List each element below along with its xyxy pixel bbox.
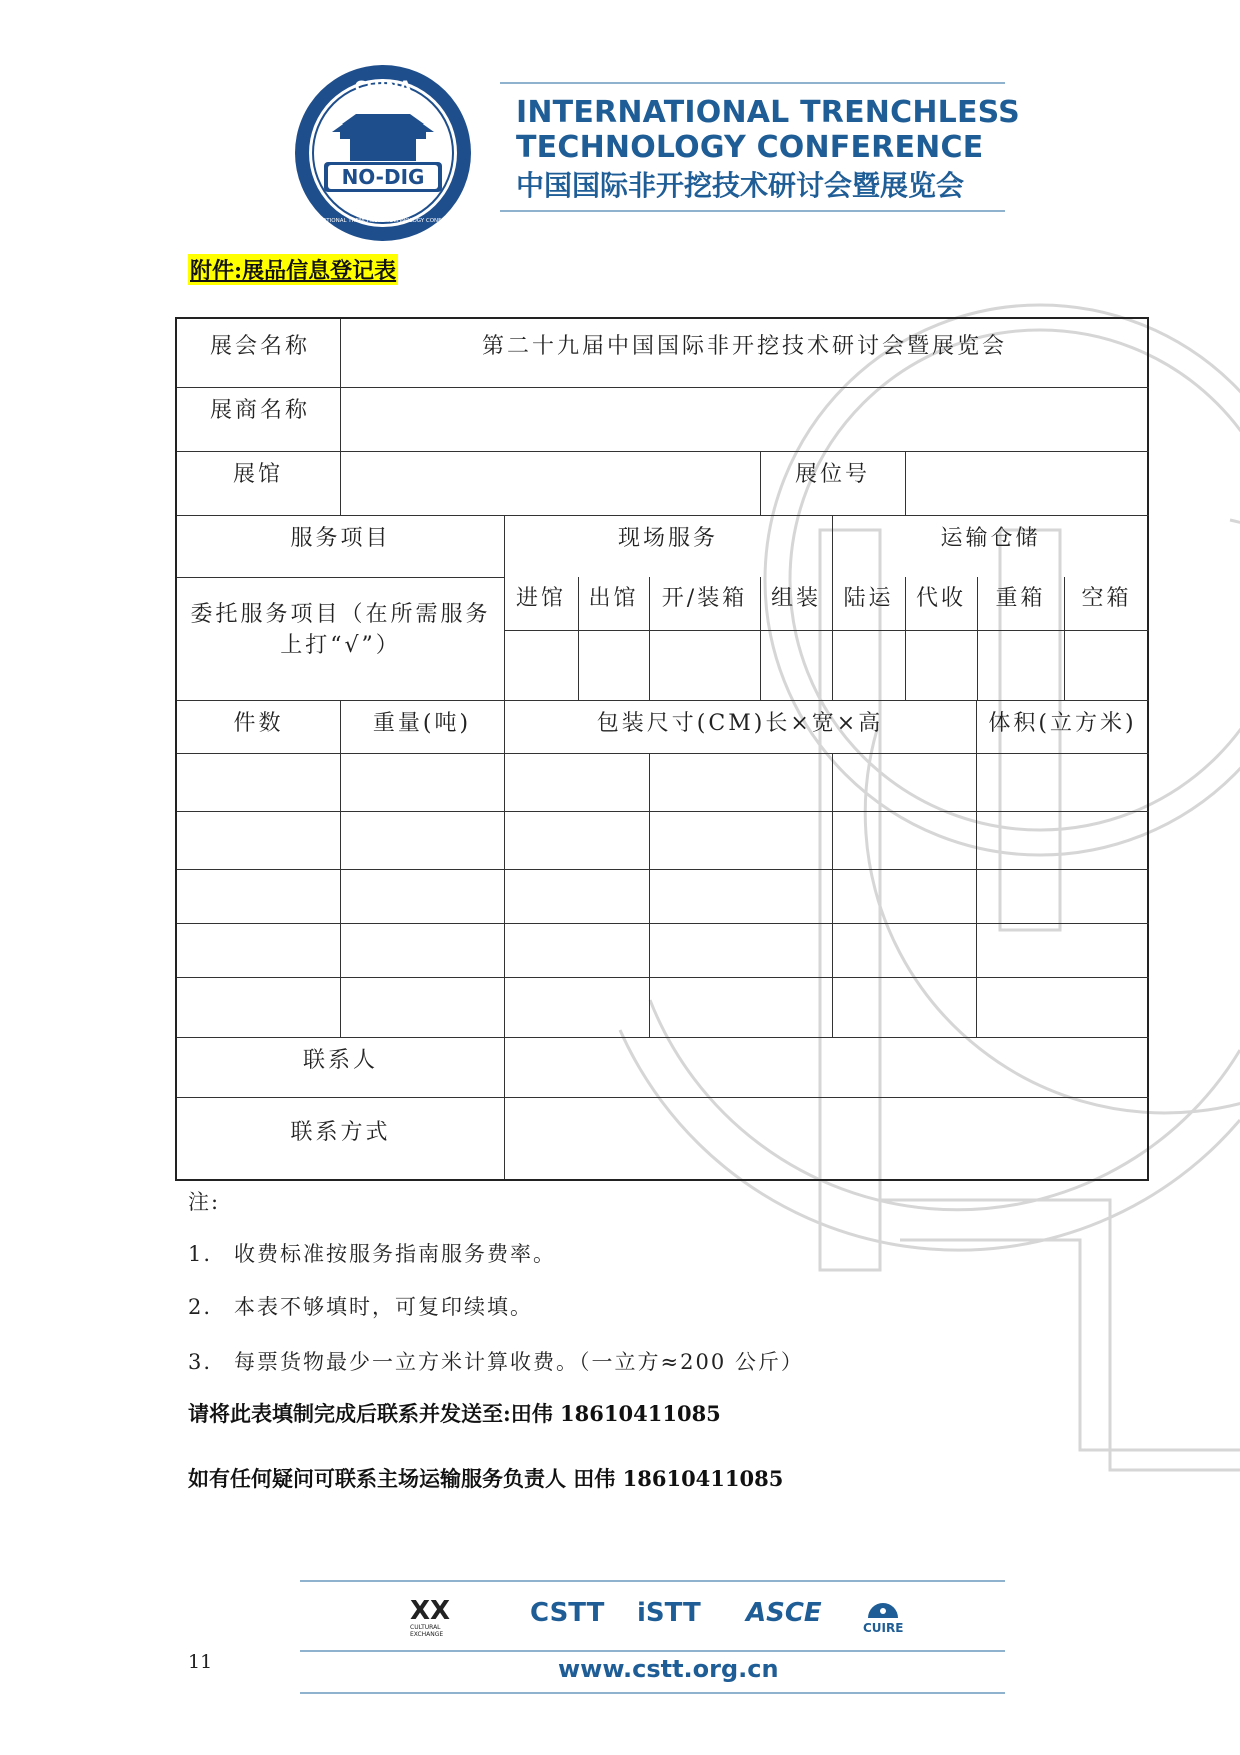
conference-title-cn: 中国国际非开挖技术研讨会暨展览会 [516, 169, 965, 202]
footer-top-rule [300, 1580, 1005, 1582]
service-heavy-box: 重箱 [995, 586, 1046, 611]
checkbox-move-in[interactable] [505, 631, 577, 699]
cuire-dome-icon [866, 1600, 900, 1618]
hall-label: 展馆 [233, 462, 284, 487]
contact-person-field[interactable] [505, 1038, 1148, 1096]
page-number: 11 [188, 1651, 213, 1673]
volume-label: 体积(立方米) [988, 711, 1137, 736]
header-top-rule [500, 82, 1005, 84]
onsite-service-label: 现场服务 [617, 526, 718, 551]
istt-logo: iSTT [637, 1598, 701, 1628]
cstt-logo: CSTT [530, 1598, 605, 1628]
entrust-label-line1: 委托服务项目（在所需服务 [190, 602, 491, 627]
checkbox-heavy-box[interactable] [978, 631, 1063, 699]
exhibition-name-value: 第二十九届中国国际非开挖技术研讨会暨展览会 [481, 334, 1007, 359]
checkbox-unpack-pack[interactable] [650, 631, 759, 699]
attachment-title: 附件:展品信息登记表 [188, 254, 398, 285]
notes-title: 注: [188, 1190, 221, 1214]
contact-method-field[interactable] [505, 1098, 1148, 1178]
conference-title-en-line2: TECHNOLOGY CONFERENCE [516, 130, 984, 165]
inquiry-contact: 如有任何疑问可联系主场运输服务负责人 田伟 18610411085 [188, 1466, 784, 1491]
service-land-transport: 陆运 [843, 586, 894, 611]
asce-logo: ASCE [746, 1598, 822, 1628]
exhibit-registration-form [175, 317, 1149, 1181]
submission-contact: 请将此表填制完成后联系并发送至:田伟 18610411085 [188, 1401, 721, 1426]
service-move-out: 出馆 [588, 586, 639, 611]
contact-method-label: 联系方式 [290, 1120, 391, 1145]
contact-person-label: 联系人 [302, 1048, 378, 1073]
entrust-label-line2: 上打“√”） [280, 633, 401, 658]
service-items-label: 服务项目 [290, 526, 391, 551]
checkbox-empty-box[interactable] [1065, 631, 1148, 699]
pieces-label: 件数 [233, 711, 284, 736]
checkbox-land-transport[interactable] [833, 631, 904, 699]
note-item-3: 3. 每票货物最少一立方米计算收费。（一立方≈200 公斤） [188, 1350, 804, 1374]
header-bottom-rule [500, 210, 1005, 212]
cuire-logo: CUIRE [863, 1600, 903, 1635]
note-item-1: 1. 收费标准按服务指南服务费率。 [188, 1242, 556, 1266]
checkbox-assembly[interactable] [761, 631, 831, 699]
exhibitor-name-label: 展商名称 [210, 398, 311, 423]
checkbox-collection[interactable] [906, 631, 976, 699]
seal-top-text: CHINA [354, 77, 412, 96]
checkbox-move-out[interactable] [579, 631, 648, 699]
footer-middle-rule [300, 1650, 1005, 1652]
service-collection: 代收 [915, 586, 966, 611]
exhibition-name-label: 展会名称 [210, 334, 311, 359]
cultural-exchange-logo: XX CULTURAL EXCHANGE [410, 1596, 451, 1638]
conference-title-en-line1: INTERNATIONAL TRENCHLESS [516, 95, 1020, 130]
service-assembly: 组装 [770, 586, 821, 611]
note-item-2: 2. 本表不够填时，可复印续填。 [188, 1295, 533, 1319]
seal-center-text: NO-DIG [341, 165, 425, 189]
package-size-label: 包装尺寸(CM)长×宽×高 [596, 711, 884, 736]
service-unpack-pack: 开/装箱 [661, 586, 748, 611]
no-dig-seal-logo [292, 62, 474, 244]
exhibitor-name-field[interactable] [340, 393, 1149, 443]
transport-storage-label: 运输仓储 [940, 526, 1041, 551]
booth-number-field[interactable] [906, 452, 1148, 514]
booth-number-label: 展位号 [794, 462, 870, 487]
footer-bottom-rule [300, 1692, 1005, 1694]
seal-ring-text: INTERNATIONAL TRENCHLESS TECHNOLOGY CONFERENCE [302, 218, 464, 224]
hall-field[interactable] [341, 452, 759, 514]
website-link[interactable]: www.cstt.org.cn [558, 1655, 779, 1683]
weight-label: 重量(吨) [372, 711, 472, 736]
service-empty-box: 空箱 [1081, 586, 1132, 611]
service-move-in: 进馆 [515, 586, 566, 611]
